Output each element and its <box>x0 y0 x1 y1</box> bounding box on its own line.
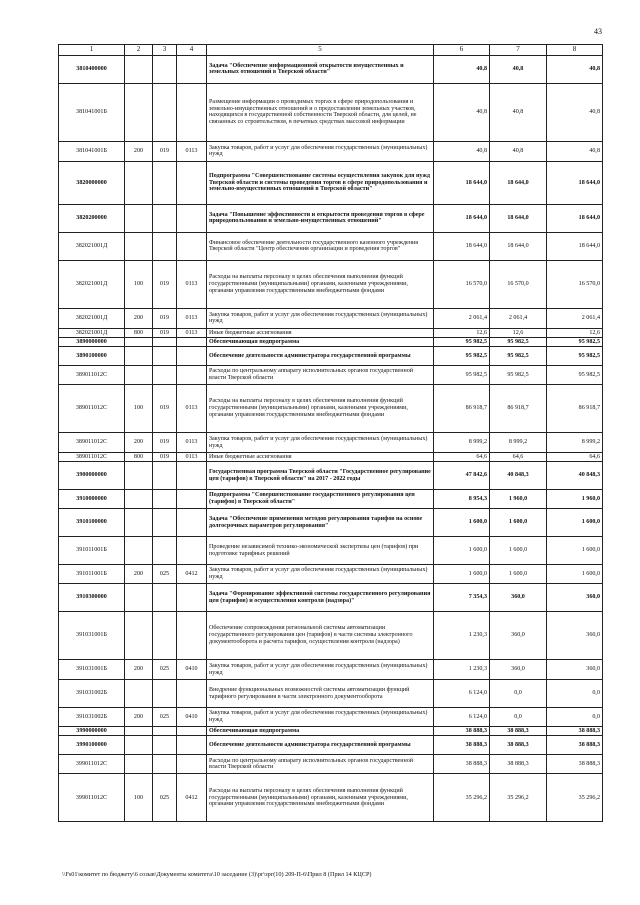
row-code: 389011012С <box>59 453 125 462</box>
page-number: 43 <box>594 27 602 36</box>
row-value-col6: 38 888,3 <box>434 727 490 736</box>
row-section-code <box>125 366 153 385</box>
column-header: 7 <box>490 45 547 56</box>
row-department-code <box>153 680 177 708</box>
column-header: 2 <box>125 45 153 56</box>
row-subsection-code <box>177 83 207 141</box>
table-row <box>59 338 603 347</box>
row-value-col7: 1 600,0 <box>490 565 547 584</box>
row-name: Размещение информации о проводимых торгах в сфере природопользования и земельно-имущественных отношений и о предоставлении земельных участков, находящихся в государственной собственности Тверской области, для целей, не связанных со строительством, в печатных средствах массовой информации <box>207 83 434 141</box>
row-code: 391011001Б <box>59 565 125 584</box>
row-section-code: 100 <box>125 260 153 308</box>
row-code: 3900000000 <box>59 462 125 490</box>
row-subsection-code: 0412 <box>177 565 207 584</box>
row-value-col8: 38 888,3 <box>547 755 603 774</box>
row-section-code: 200 <box>125 141 153 161</box>
row-value-col6: 1 600,0 <box>434 509 490 537</box>
row-value-col8: 86 918,7 <box>547 385 603 433</box>
row-value-col7: 18 644,0 <box>490 161 547 204</box>
row-subsection-code <box>177 736 207 755</box>
row-value-col8: 95 982,5 <box>547 366 603 385</box>
row-subsection-code: 0113 <box>177 385 207 433</box>
row-code: 391031002Б <box>59 708 125 727</box>
row-name: Закупка товаров, работ и услуг для обеспечения государственных (муниципальных) нужд <box>207 141 434 161</box>
row-name: Расходы на выплаты персоналу в целях обеспечения выполнения функций государственными (муниципальными) органами, казенными учреждениями, органами управления государственными внебюджетными фондами <box>207 260 434 308</box>
table-row <box>59 260 603 308</box>
row-section-code <box>125 338 153 347</box>
row-subsection-code <box>177 584 207 612</box>
row-department-code: 025 <box>153 660 177 680</box>
table-row <box>59 308 603 328</box>
row-value-col7: 18 644,0 <box>490 232 547 260</box>
table-row <box>59 347 603 366</box>
row-name: Обеспечивающая подпрограмма <box>207 338 434 347</box>
row-value-col8: 38 888,3 <box>547 736 603 755</box>
row-name: Государственная программа Тверской области "Государственное регулирование цен (тарифов) в Тверской области" на 2017 - 2022 годы <box>207 462 434 490</box>
row-value-col6: 7 354,3 <box>434 584 490 612</box>
table-row <box>59 141 603 161</box>
row-subsection-code: 0113 <box>177 260 207 308</box>
row-value-col6: 95 982,5 <box>434 338 490 347</box>
row-code: 3820000000 <box>59 161 125 204</box>
footer-file-path: \\Fs01\комитет по бюджету\6 созыв\Документы комитета\10 заседание (3)\рг\зрг(10) 209-П-6\Прил 8 (Прил 14 КЦСР) <box>62 871 372 878</box>
row-code: 3990000000 <box>59 727 125 736</box>
row-name: Закупка товаров, работ и услуг для обеспечения государственных (муниципальных) нужд <box>207 433 434 453</box>
row-value-col6: 6 124,0 <box>434 708 490 727</box>
table-row <box>59 584 603 612</box>
row-value-col7: 64,6 <box>490 453 547 462</box>
row-name: Задача "Обеспечение информационной открытости имущественных и земельных отношений в Тверской области" <box>207 55 434 83</box>
row-name: Подпрограмма "Совершенствование государственного регулирования цен (тарифов) в Тверской области" <box>207 490 434 509</box>
row-department-code <box>153 509 177 537</box>
row-subsection-code <box>177 232 207 260</box>
row-department-code <box>153 204 177 232</box>
row-section-code <box>125 161 153 204</box>
row-value-col8: 40,8 <box>547 83 603 141</box>
row-code: 382021001Д <box>59 232 125 260</box>
row-section-code <box>125 736 153 755</box>
row-department-code: 025 <box>153 565 177 584</box>
row-value-col8: 40 848,3 <box>547 462 603 490</box>
row-section-code <box>125 55 153 83</box>
row-name: Обеспечение деятельности администратора государственной программы <box>207 736 434 755</box>
table-row <box>59 490 603 509</box>
table-row <box>59 232 603 260</box>
row-code: 389011012С <box>59 366 125 385</box>
row-section-code: 100 <box>125 385 153 433</box>
row-section-code <box>125 509 153 537</box>
row-value-col7: 0,0 <box>490 708 547 727</box>
row-value-col6: 40,8 <box>434 141 490 161</box>
row-value-col8: 1 960,0 <box>547 490 603 509</box>
row-value-col6: 18 644,0 <box>434 232 490 260</box>
row-value-col6: 18 644,0 <box>434 204 490 232</box>
row-department-code: 019 <box>153 433 177 453</box>
row-value-col6: 95 982,5 <box>434 366 490 385</box>
table-row <box>59 727 603 736</box>
row-value-col6: 1 230,3 <box>434 660 490 680</box>
row-value-col6: 6 124,0 <box>434 680 490 708</box>
row-department-code <box>153 161 177 204</box>
row-department-code <box>153 55 177 83</box>
row-value-col7: 12,6 <box>490 328 547 337</box>
row-value-col7: 95 982,5 <box>490 338 547 347</box>
row-name: Закупка товаров, работ и услуг для обеспечения государственных (муниципальных) нужд <box>207 660 434 680</box>
row-value-col8: 64,6 <box>547 453 603 462</box>
table-row <box>59 55 603 83</box>
budget-table <box>58 44 603 822</box>
table-row <box>59 736 603 755</box>
row-code: 381041001Б <box>59 83 125 141</box>
row-section-code <box>125 232 153 260</box>
row-department-code: 019 <box>153 385 177 433</box>
row-department-code: 019 <box>153 328 177 337</box>
column-header: 5 <box>207 45 434 56</box>
row-value-col8: 360,0 <box>547 612 603 660</box>
row-value-col7: 86 918,7 <box>490 385 547 433</box>
row-code: 3990100000 <box>59 736 125 755</box>
row-department-code: 019 <box>153 308 177 328</box>
table-body <box>59 55 603 822</box>
row-value-col8: 2 061,4 <box>547 308 603 328</box>
row-section-code: 200 <box>125 308 153 328</box>
row-section-code <box>125 727 153 736</box>
row-department-code <box>153 232 177 260</box>
row-name: Обеспечение сопровождения региональной системы автоматизации государственного регулирования цен (тарифов) в части системы электронного документооборота и расчета тарифов, осуществления контроля (надзора) <box>207 612 434 660</box>
row-subsection-code <box>177 204 207 232</box>
table-row <box>59 328 603 337</box>
row-subsection-code: 0113 <box>177 141 207 161</box>
row-code: 389011012С <box>59 385 125 433</box>
row-value-col8: 1 600,0 <box>547 537 603 565</box>
row-department-code: 025 <box>153 708 177 727</box>
table-row <box>59 509 603 537</box>
row-name: Обеспечивающая подпрограмма <box>207 727 434 736</box>
row-name: Задача "Формирование эффективной системы государственного регулирования цен (тарифов) и осуществления контроля (надзора)" <box>207 584 434 612</box>
row-department-code <box>153 490 177 509</box>
row-department-code: 019 <box>153 141 177 161</box>
table-row <box>59 462 603 490</box>
row-code: 3910100000 <box>59 509 125 537</box>
row-value-col8: 8 999,2 <box>547 433 603 453</box>
row-value-col6: 12,6 <box>434 328 490 337</box>
header-row <box>59 45 603 56</box>
row-name: Иные бюджетные ассигнования <box>207 328 434 337</box>
row-code: 391031001Б <box>59 612 125 660</box>
row-value-col7: 40,8 <box>490 141 547 161</box>
row-value-col7: 8 999,2 <box>490 433 547 453</box>
row-subsection-code <box>177 755 207 774</box>
row-code: 382021001Д <box>59 328 125 337</box>
row-department-code <box>153 736 177 755</box>
row-value-col8: 18 644,0 <box>547 161 603 204</box>
row-value-col8: 18 644,0 <box>547 204 603 232</box>
row-code: 3890100000 <box>59 347 125 366</box>
row-department-code <box>153 347 177 366</box>
row-department-code: 025 <box>153 774 177 822</box>
row-value-col6: 38 888,3 <box>434 736 490 755</box>
table-row <box>59 366 603 385</box>
row-section-code <box>125 347 153 366</box>
table-row <box>59 708 603 727</box>
column-header: 3 <box>153 45 177 56</box>
row-value-col6: 8 999,2 <box>434 433 490 453</box>
table-row <box>59 680 603 708</box>
row-name: Расходы по центральному аппарату исполнительных органов государственной власти Тверской области <box>207 366 434 385</box>
row-subsection-code <box>177 727 207 736</box>
row-value-col6: 1 600,0 <box>434 565 490 584</box>
row-code: 399011012С <box>59 755 125 774</box>
row-subsection-code: 0113 <box>177 328 207 337</box>
row-name: Внедрение функциональных возможностей системы автоматизации функций тарифного регулирования в части электронного документооборота <box>207 680 434 708</box>
row-subsection-code: 0412 <box>177 774 207 822</box>
row-subsection-code <box>177 490 207 509</box>
row-value-col6: 18 644,0 <box>434 161 490 204</box>
row-name: Подпрограмма "Совершенствование системы осуществления закупок для нужд Тверской области и системы проведения торгов в сфере природопользования и земельно-имущественных отношений в Тверской области" <box>207 161 434 204</box>
row-value-col6: 2 061,4 <box>434 308 490 328</box>
row-value-col8: 12,6 <box>547 328 603 337</box>
row-subsection-code <box>177 680 207 708</box>
row-value-col8: 0,0 <box>547 708 603 727</box>
row-department-code <box>153 537 177 565</box>
row-value-col7: 18 644,0 <box>490 204 547 232</box>
row-code: 399011012С <box>59 774 125 822</box>
row-subsection-code <box>177 347 207 366</box>
row-value-col6: 1 230,3 <box>434 612 490 660</box>
row-subsection-code <box>177 612 207 660</box>
row-subsection-code <box>177 509 207 537</box>
table-row <box>59 612 603 660</box>
row-department-code <box>153 83 177 141</box>
row-section-code <box>125 83 153 141</box>
row-section-code <box>125 612 153 660</box>
table-row <box>59 537 603 565</box>
row-value-col6: 40,8 <box>434 55 490 83</box>
table-row <box>59 385 603 433</box>
row-value-col8: 40,8 <box>547 141 603 161</box>
row-value-col7: 1 600,0 <box>490 537 547 565</box>
row-name: Задача "Повышение эффективности и открытости проведения торгов в сфере природопользования и земельно-имущественных отношений" <box>207 204 434 232</box>
row-value-col6: 47 842,6 <box>434 462 490 490</box>
row-subsection-code <box>177 537 207 565</box>
row-code: 3820200000 <box>59 204 125 232</box>
column-header: 1 <box>59 45 125 56</box>
row-section-code <box>125 755 153 774</box>
row-name: Закупка товаров, работ и услуг для обеспечения государственных (муниципальных) нужд <box>207 308 434 328</box>
row-value-col7: 38 888,3 <box>490 727 547 736</box>
row-value-col7: 360,0 <box>490 584 547 612</box>
row-subsection-code <box>177 366 207 385</box>
row-code: 3910300000 <box>59 584 125 612</box>
row-value-col6: 95 982,5 <box>434 347 490 366</box>
row-subsection-code <box>177 55 207 83</box>
row-section-code: 200 <box>125 433 153 453</box>
row-code: 389011012С <box>59 433 125 453</box>
row-code: 391031002Б <box>59 680 125 708</box>
row-value-col7: 38 888,3 <box>490 755 547 774</box>
row-value-col8: 1 600,0 <box>547 565 603 584</box>
column-header: 8 <box>547 45 603 56</box>
table-row <box>59 453 603 462</box>
table-row <box>59 433 603 453</box>
row-value-col7: 95 982,5 <box>490 347 547 366</box>
table-row <box>59 83 603 141</box>
row-value-col8: 18 644,0 <box>547 232 603 260</box>
row-code: 3890000000 <box>59 338 125 347</box>
row-value-col8: 360,0 <box>547 584 603 612</box>
row-name: Иные бюджетные ассигнования <box>207 453 434 462</box>
row-department-code <box>153 366 177 385</box>
row-name: Расходы по центральному аппарату исполнительных органов государственной власти Тверской области <box>207 755 434 774</box>
row-name: Проведение независимой технико-экономической экспертизы цен (тарифов) при подготовке тарифных решений <box>207 537 434 565</box>
column-header: 4 <box>177 45 207 56</box>
row-value-col8: 0,0 <box>547 680 603 708</box>
table-row <box>59 660 603 680</box>
row-code: 391011001Б <box>59 537 125 565</box>
row-value-col8: 95 982,5 <box>547 338 603 347</box>
row-value-col7: 1 600,0 <box>490 509 547 537</box>
row-code: 382021001Д <box>59 308 125 328</box>
row-subsection-code: 0410 <box>177 660 207 680</box>
row-department-code <box>153 584 177 612</box>
row-name: Расходы на выплаты персоналу в целях обеспечения выполнения функций государственными (муниципальными) органами, казенными учреждениями, органами управления государственными внебюджетными фондами <box>207 385 434 433</box>
row-name: Задача "Обеспечение применения методов регулирования тарифов на основе долгосрочных параметров регулирования" <box>207 509 434 537</box>
row-subsection-code <box>177 338 207 347</box>
row-department-code <box>153 727 177 736</box>
row-subsection-code: 0113 <box>177 308 207 328</box>
row-name: Закупка товаров, работ и услуг для обеспечения государственных (муниципальных) нужд <box>207 565 434 584</box>
table-row <box>59 565 603 584</box>
row-value-col8: 16 570,0 <box>547 260 603 308</box>
row-value-col7: 40 848,3 <box>490 462 547 490</box>
row-value-col7: 1 960,0 <box>490 490 547 509</box>
row-section-code: 800 <box>125 328 153 337</box>
row-value-col8: 360,0 <box>547 660 603 680</box>
row-value-col8: 40,8 <box>547 55 603 83</box>
row-value-col8: 1 600,0 <box>547 509 603 537</box>
row-department-code <box>153 755 177 774</box>
table-row <box>59 755 603 774</box>
row-section-code: 100 <box>125 774 153 822</box>
table-row <box>59 774 603 822</box>
row-section-code <box>125 537 153 565</box>
row-value-col6: 86 918,7 <box>434 385 490 433</box>
row-value-col7: 40,8 <box>490 83 547 141</box>
row-value-col6: 40,8 <box>434 83 490 141</box>
row-subsection-code <box>177 161 207 204</box>
row-value-col7: 40,8 <box>490 55 547 83</box>
row-value-col6: 16 570,0 <box>434 260 490 308</box>
row-name: Закупка товаров, работ и услуг для обеспечения государственных (муниципальных) нужд <box>207 708 434 727</box>
row-section-code: 800 <box>125 453 153 462</box>
row-code: 3910000000 <box>59 490 125 509</box>
row-value-col6: 8 954,3 <box>434 490 490 509</box>
row-value-col7: 38 888,3 <box>490 736 547 755</box>
row-section-code <box>125 490 153 509</box>
row-section-code <box>125 204 153 232</box>
row-name: Финансовое обеспечение деятельности государственного казенного учреждения Тверской области "Центр обеспечения организации и проведения торгов" <box>207 232 434 260</box>
row-section-code: 200 <box>125 708 153 727</box>
row-section-code <box>125 462 153 490</box>
row-section-code: 200 <box>125 660 153 680</box>
row-value-col7: 0,0 <box>490 680 547 708</box>
row-value-col8: 35 296,2 <box>547 774 603 822</box>
table-row <box>59 161 603 204</box>
row-code: 382021001Д <box>59 260 125 308</box>
row-section-code: 200 <box>125 565 153 584</box>
row-department-code: 019 <box>153 453 177 462</box>
row-department-code: 019 <box>153 260 177 308</box>
row-value-col8: 38 888,3 <box>547 727 603 736</box>
row-value-col6: 38 888,3 <box>434 755 490 774</box>
row-subsection-code: 0113 <box>177 453 207 462</box>
row-subsection-code: 0113 <box>177 433 207 453</box>
row-section-code <box>125 584 153 612</box>
row-code: 3810400000 <box>59 55 125 83</box>
row-section-code <box>125 680 153 708</box>
row-value-col8: 95 982,5 <box>547 347 603 366</box>
row-value-col7: 16 570,0 <box>490 260 547 308</box>
row-value-col7: 95 982,5 <box>490 366 547 385</box>
row-code: 381041001Б <box>59 141 125 161</box>
row-value-col6: 35 296,2 <box>434 774 490 822</box>
row-code: 391031001Б <box>59 660 125 680</box>
row-department-code <box>153 462 177 490</box>
row-subsection-code <box>177 462 207 490</box>
row-value-col6: 64,6 <box>434 453 490 462</box>
row-name: Расходы на выплаты персоналу в целях обеспечения выполнения функций государственными (муниципальными) органами, казенными учреждениями, органами управления государственными внебюджетными фондами <box>207 774 434 822</box>
row-subsection-code: 0410 <box>177 708 207 727</box>
row-value-col7: 360,0 <box>490 612 547 660</box>
table-row <box>59 204 603 232</box>
row-department-code <box>153 338 177 347</box>
row-value-col7: 35 296,2 <box>490 774 547 822</box>
row-value-col6: 1 600,0 <box>434 537 490 565</box>
row-value-col7: 2 061,4 <box>490 308 547 328</box>
row-value-col7: 360,0 <box>490 660 547 680</box>
column-header: 6 <box>434 45 490 56</box>
row-name: Обеспечение деятельности администратора государственной программы <box>207 347 434 366</box>
row-department-code <box>153 612 177 660</box>
